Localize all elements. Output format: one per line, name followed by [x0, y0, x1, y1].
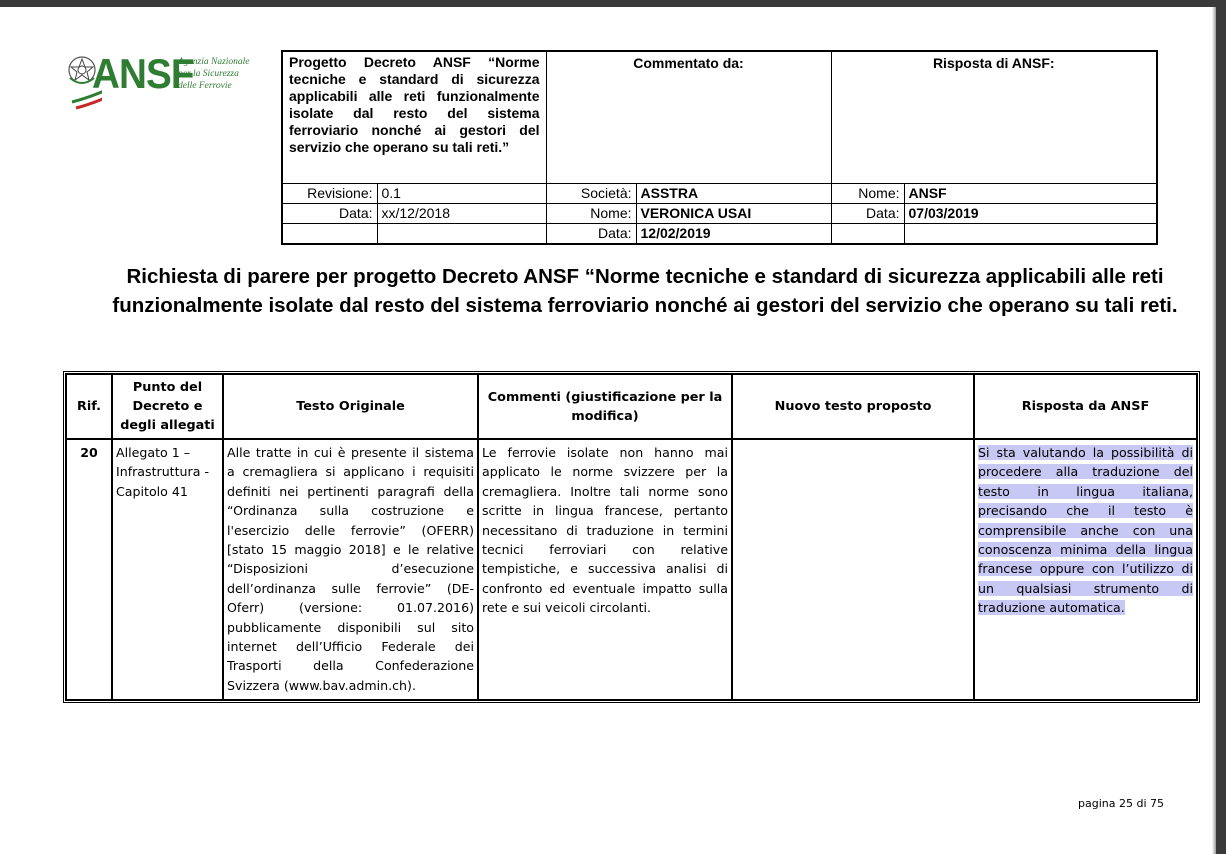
revision-label: Revisione:: [282, 184, 377, 204]
cell-nuovo-testo: [732, 439, 974, 700]
logo-wordmark: ANSF: [92, 50, 194, 97]
empty-cell: [377, 224, 546, 245]
logo-subtitle-line: Agenzia Nazionale: [178, 57, 250, 67]
empty-cell: [904, 224, 1157, 245]
page-shadow: [1212, 7, 1216, 854]
cell-commenti: Le ferrovie isolate non hanno mai applicato le norme svizzere per la cremagliera. Inoltre tali norme sono scritte in lingua francese, pertanto necessitano di traduzione in termini tecnici ferroviari con relative tempistiche, e successiva analisi di confronto ed eventuale impatto sulla rete e sui veicoli circolanti.: [478, 439, 732, 700]
viewer-scrollbar-track[interactable]: [1216, 0, 1226, 854]
cell-risposta: [974, 439, 1197, 700]
logo-subtitle-line: delle Ferrovie: [178, 81, 232, 91]
ansf-date-label: Data:: [831, 204, 904, 224]
ansf-response-label: Risposta di ANSF:: [831, 51, 1157, 184]
cell-punto: Allegato 1 – Infrastruttura - Capitolo 41: [112, 439, 223, 700]
ansf-logo: [66, 50, 266, 120]
empty-cell: [282, 224, 377, 245]
company-label: Società:: [546, 184, 636, 204]
commenter-name-label: Nome:: [546, 204, 636, 224]
commenter-date-label: Data:: [546, 224, 636, 245]
logo-subtitle-line: per la Sicurezza: [178, 69, 239, 79]
comments-table: [63, 371, 1200, 703]
column-header-commenti: Commenti (giustificazione per la modifica): [478, 374, 732, 439]
column-header-rif: Rif.: [66, 374, 112, 439]
table-row: [66, 439, 1197, 700]
company-value: ASSTRA: [636, 184, 831, 204]
table-header-row: [66, 374, 1197, 439]
ansf-name-value: ANSF: [904, 184, 1157, 204]
column-header-testo-originale: Testo Originale: [223, 374, 478, 439]
logo-subtitle: [178, 56, 268, 92]
date-value: xx/12/2018: [377, 204, 546, 224]
column-header-nuovo-testo: Nuovo testo proposto: [732, 374, 974, 439]
commented-by-label: Commentato da:: [546, 51, 831, 184]
ansf-date-value: 07/03/2019: [904, 204, 1157, 224]
date-label: Data:: [282, 204, 377, 224]
project-title: Progetto Decreto ANSF “Norme tecniche e standard di sicurezza applicabili alle reti funzionalmente isolate dal resto del sistema ferroviario nonché ai gestori del servizio che operano su tali reti.”: [282, 51, 546, 184]
commenter-date-value: 12/02/2019: [636, 224, 831, 245]
commenter-name-value: VERONICA USAI: [636, 204, 831, 224]
ansf-name-label: Nome:: [831, 184, 904, 204]
page-title: Richiesta di parere per progetto Decreto ANSF “Norme tecniche e standard di sicurezza applicabili alle reti funzionalmente isolate dal resto del sistema ferroviario nonché ai gestori del servizio che operano su tali reti.: [112, 265, 1178, 317]
column-header-risposta: Risposta da ANSF: [974, 374, 1197, 439]
cell-rif: 20: [66, 439, 112, 700]
header-table: [281, 50, 1158, 245]
viewer-frame-top: [0, 0, 1226, 7]
revision-value: 0.1: [377, 184, 546, 204]
empty-cell: [831, 224, 904, 245]
highlighted-response[interactable]: Si sta valutando la possibilità di procedere alla traduzione del testo in lingua italiana, precisando che il testo è comprensibile anche con una conoscenza minima della lingua francese oppure con l’utilizzo di un qualsiasi strumento di traduzione automatica.: [978, 445, 1193, 616]
column-header-punto: Punto del Decreto e degli allegati: [112, 374, 223, 439]
cell-testo-originale: Alle tratte in cui è presente il sistema a cremagliera si applicano i requisiti definiti nei pertinenti paragrafi della “Ordinanza sulla costruzione e l'esercizio delle ferrovie” (OFERR) [stato 15 maggio 2018] e le relative “Disposizioni d’esecuzione dell’ordinanza sulle ferrovie” (DE-Oferr) (versione: 01.07.2016) pubblicamente disponibili sul sito internet dell’Ufficio Federale dei Trasporti della Confederazione Svizzera (www.bav.admin.ch).: [223, 439, 478, 700]
page-number: pagina 25 di 75: [1078, 797, 1164, 810]
